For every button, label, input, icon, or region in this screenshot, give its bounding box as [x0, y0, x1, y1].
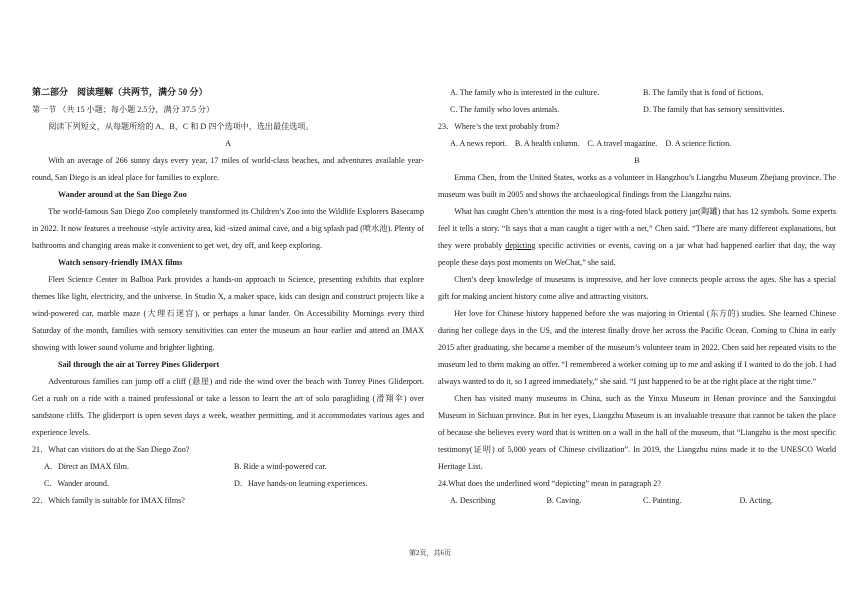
passage-b-paragraph-5: Chen has visited many museums in China, such as the Yinxu Museum in Henan province and the Sanxingdui Museum in Sichuan province. But in her eyes, Liangzhu Museum is an invaluable treasure that cannot be taken the place of because she believes every word that is written on a wall in the hall of the museum, that “Liangzhu is the most specific testimony(证明) of 5,000 years of Chinese civilization”. In 2019, the Liangzhu ruins made it to the UNESCO World Heritage List.	[438, 394, 836, 471]
paragraph-2-part-1: What has caught Chen’s attention the most is a ring-foted black pottery jar(陶罐) that has 12 symbols. Some experts feel it tells a story. “It says that a man caught a tiger with a net,” Chen said. “There are many different explanations, but they were probably	[438, 207, 836, 250]
q22-option-a[interactable]: A. The family who is interested in the culture.	[450, 88, 600, 97]
question-21-options-row-2	[32, 475, 424, 492]
paragraph-zoo: The world-famous San Diego Zoo completely transformed its Children’s Zoo into the Wildlife Explorers Basecamp in 2022. It now features a treehouse -style activity area, kid -sized animal cave, and a big splash pad (喷水池). Plenty of bathrooms and changing areas make it convenient to get wet, dry off, and keep exploring.	[32, 207, 424, 250]
question-23-options	[438, 135, 836, 152]
q23-option-a[interactable]: A. A news report.	[450, 139, 507, 148]
heading-zoo: Wander around at the San Diego Zoo	[58, 190, 187, 199]
q22-option-d[interactable]: D. The family that has sensory sensitivities.	[643, 105, 785, 114]
heading-gliderport: Sail through the air at Torrey Pines Gliderport	[58, 360, 220, 369]
q24-option-d[interactable]: D. Acting.	[739, 496, 773, 505]
underlined-word: depicting	[505, 241, 536, 250]
q24-option-a[interactable]: A. Describing	[450, 496, 496, 505]
passage-b-paragraph-2	[438, 203, 836, 271]
instructions: 阅读下列短文，从每题所给的 A、B、C 和 D 四个选项中，选出最佳选项。	[48, 122, 314, 131]
question-24: 24.What does the underlined word “depicting” mean in paragraph 2?	[438, 479, 661, 488]
q22-option-c[interactable]: C. The family who loves animals.	[450, 105, 560, 114]
paragraph-imax: Fleet Science Center in Balboa Park provides a hands-on approach to Science, presenting exhibits that explore themes like light, electricity, and the universe. In Studio X, a maker space, kids can design and construct projects like a wind-powered car, marble maze (大理石迷宫), or perhaps a lunar lander. On Accessibility Mornings every third Saturday of the month, families with sensory sensitivities can enter the museum an hour earlier and attend an IMAX showing with lower sound volume and brighter lighting.	[32, 275, 424, 352]
q24-option-b[interactable]: B. Caving.	[546, 496, 582, 505]
q24-option-c[interactable]: C. Painting.	[643, 496, 682, 505]
heading-imax: Watch sensory-friendly IMAX films	[58, 258, 183, 267]
passage-a-intro: With an average of 266 sunny days every year, 17 miles of world-class beaches, and adventures available year-round, San Diego is an ideal place for families to explore.	[32, 156, 424, 182]
q22-option-b[interactable]: B. The family that is fond of fictions.	[643, 88, 764, 97]
page-number-footer: 第2页，共6页	[409, 549, 451, 557]
question-21: 21．What can visitors do at the San Diego Zoo?	[32, 445, 190, 454]
passage-b-paragraph-4: Her love for Chinese history happened before she was majoring in Oriental (东方的) studies. She learned Chinese during her college days in the US, and the interest finally drove her across the Pacific Ocean. Coming to China in early 2015 after graduating, she became a member of the museum’s volunteer team in 2022. Chen said her repeated visits to the museum led to them making an offer. “I remembered a worker coming up to me and asking if I wanted to do the job. I had always wanted to do it, so I agreed immediately,” she said. “I just happened to be at the right place at the right time.”	[438, 309, 836, 386]
paragraph-2-part-2: specific activities or events, caving on a jar what had happened earlier that day, the way people these days post moments on WeChat,” she said.	[438, 241, 836, 267]
q23-option-b[interactable]: B. A health column.	[514, 139, 580, 148]
passage-b-paragraph-1: Emma Chen, from the United States, works as a volunteer in Hangzhou’s Liangzhu Museum Zhejiang province. The museum was built in 2005 and shows the archaeological findings from the Liangzhu ruins.	[438, 173, 836, 199]
passage-a-letter: A	[225, 139, 231, 148]
question-22-options-row-1	[438, 84, 836, 101]
question-21-options-row-1	[32, 458, 424, 475]
right-column	[438, 84, 836, 509]
passage-b-paragraph-3: Chen’s deep knowledge of museums is impressive, and her love connects people across the ages. She has a special gift for making ancient history come alive and attracting visitors.	[438, 275, 836, 301]
q21-option-c[interactable]: C．Wander around.	[44, 479, 109, 488]
q21-option-d[interactable]: D．Have hands-on learning experiences.	[234, 479, 368, 488]
q23-option-c[interactable]: C. A travel magazine.	[587, 139, 658, 148]
paragraph-gliderport: Adventurous families can jump off a cliff (悬崖) and ride the wind over the beach with Torrey Pines Gliderport. Get a rush on a ride with a trained professional or take a lesson to learn the art of solo paragliding (滑翔伞) over sandstone cliffs. The gliderport is open seven days a week, weather permitting, and it accommodates various ages and experience levels.	[32, 377, 424, 437]
passage-b-letter: B	[634, 156, 640, 165]
section-title: 第二部分 阅读理解（共两节，满分 50 分）	[32, 87, 208, 97]
subsection-title: 第一节 （共 15 小题；每小题 2.5分，满分 37.5 分）	[32, 105, 215, 114]
q21-option-a[interactable]: A．Direct an IMAX film.	[44, 462, 129, 471]
question-22: 22．Which family is suitable for IMAX films?	[32, 496, 185, 505]
question-24-options	[438, 492, 836, 509]
q23-option-d[interactable]: D. A science fiction.	[665, 139, 732, 148]
question-23: 23．Where’s the text probably from?	[438, 122, 560, 131]
question-22-options-row-2	[438, 101, 836, 118]
q21-option-b[interactable]: B. Ride a wind-powered car.	[234, 462, 327, 471]
left-column	[32, 84, 424, 509]
